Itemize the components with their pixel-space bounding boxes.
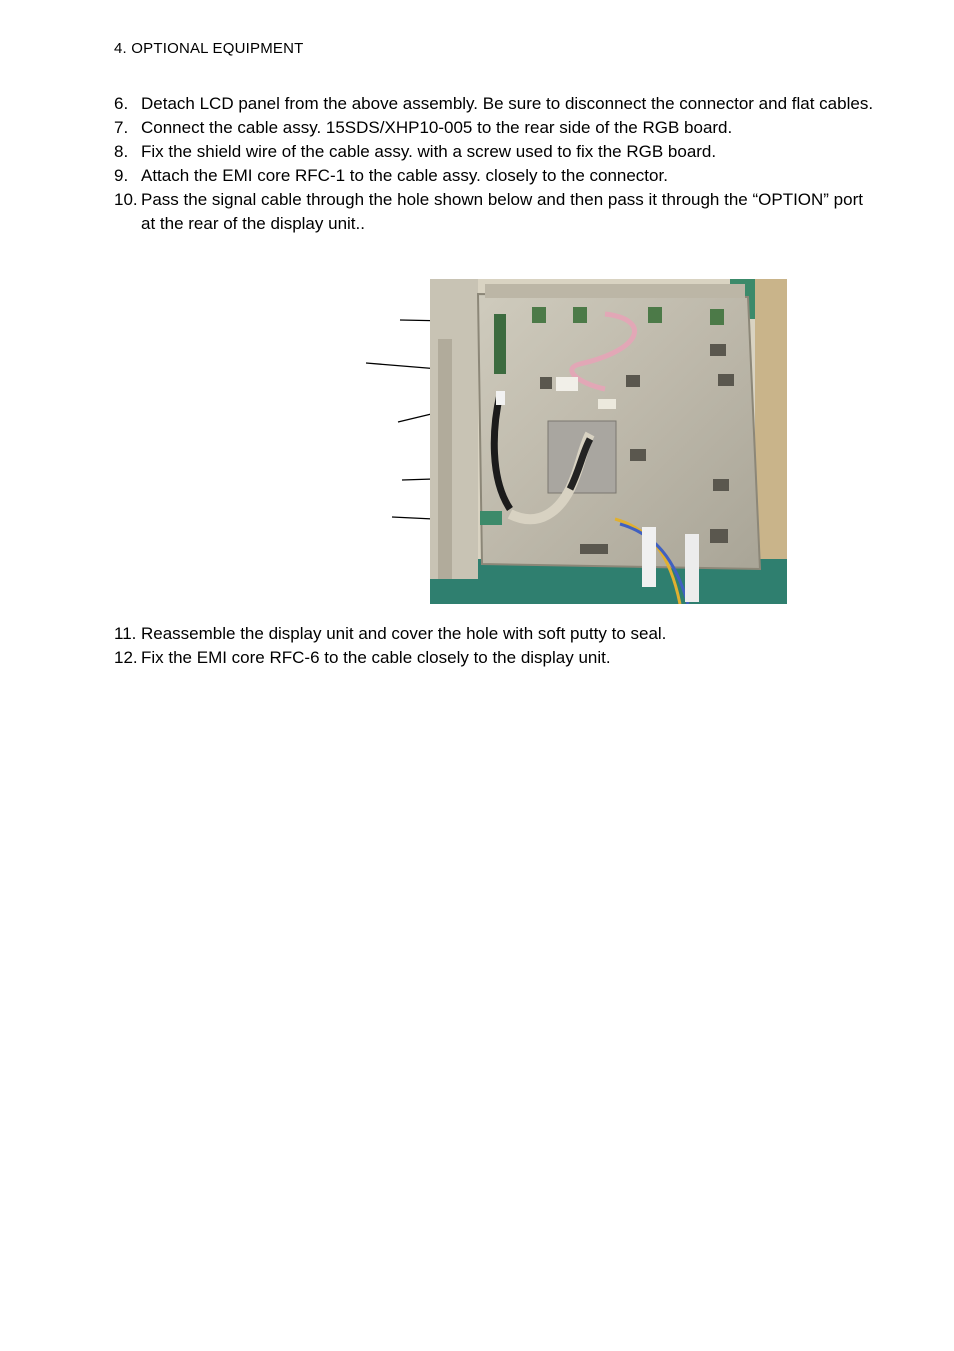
display-unit-photo <box>430 279 787 604</box>
step-number: 7. <box>114 118 129 137</box>
step-text: Fix the EMI core RFC-6 to the cable closely to the display unit. <box>141 648 611 667</box>
step-item <box>114 646 874 670</box>
step-item <box>114 164 874 188</box>
step-text: Fix the shield wire of the cable assy. with a screw used to fix the RGB board. <box>141 142 717 161</box>
photo-display-unit-rear-icon <box>430 279 787 604</box>
step-item <box>114 116 874 140</box>
step-number: 9. <box>114 166 129 185</box>
step-number: 12. <box>114 648 138 667</box>
step-number: 11. <box>114 624 137 643</box>
step-number: 10. <box>114 190 138 209</box>
step-item <box>114 92 874 116</box>
step-text: Reassemble the display unit and cover the hole with soft putty to seal. <box>141 624 667 643</box>
step-text: Attach the EMI core RFC-1 to the cable assy. closely to the connector. <box>141 166 668 185</box>
steps-list-top <box>114 92 874 236</box>
step-number: 6. <box>114 94 129 113</box>
steps-list-bottom <box>114 622 874 670</box>
step-number: 8. <box>114 142 129 161</box>
section-header: 4. OPTIONAL EQUIPMENT <box>114 40 304 57</box>
step-text: Detach LCD panel from the above assembly. Be sure to disconnect the connector and flat cables. <box>141 94 874 113</box>
step-text: Connect the cable assy. 15SDS/XHP10-005 to the rear side of the RGB board. <box>141 118 733 137</box>
step-item <box>114 188 874 236</box>
step-text: Pass the signal cable through the hole shown below and then pass it through the “OPTION” port at the rear of the display unit.. <box>141 190 863 233</box>
step-item <box>114 140 874 164</box>
step-item <box>114 622 874 646</box>
